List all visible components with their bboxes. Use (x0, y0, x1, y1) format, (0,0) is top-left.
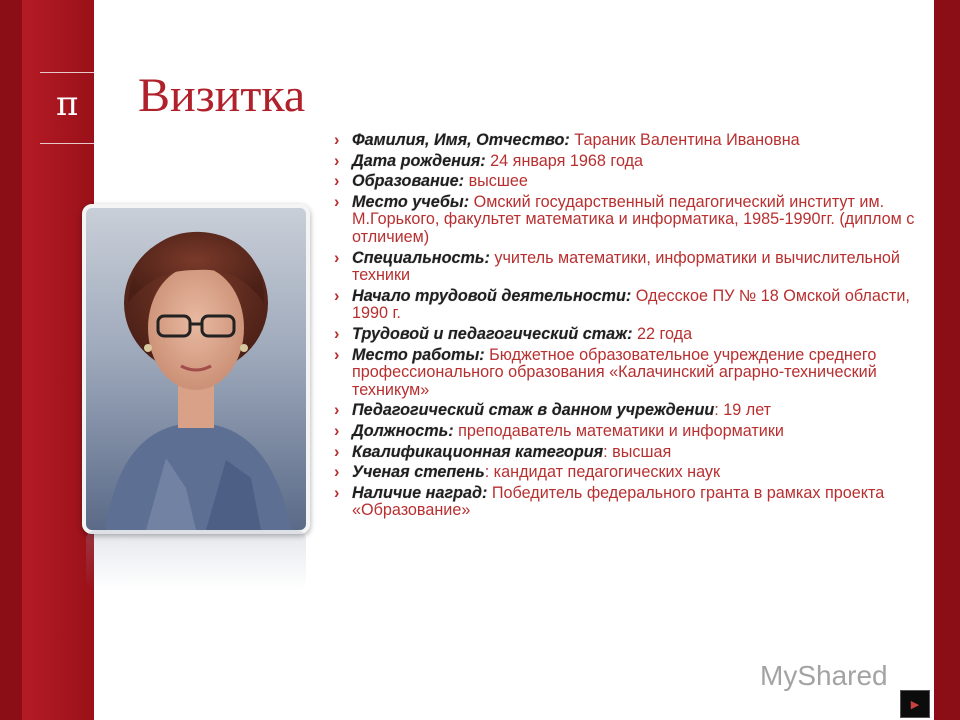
item-label: Место учебы: (352, 192, 470, 211)
item-value: высшее (464, 172, 528, 191)
chevron-right-icon: › (334, 483, 340, 502)
left-dark-bar (0, 0, 22, 720)
item-label: Образование: (352, 172, 465, 191)
item-label: Ученая степень (352, 463, 485, 482)
chevron-right-icon: › (334, 192, 340, 211)
list-item (328, 250, 928, 285)
chevron-right-icon: › (334, 151, 340, 170)
right-dark-bar (934, 0, 960, 720)
list-item (328, 194, 928, 247)
item-value: : кандидат педагогических наук (484, 463, 721, 482)
list-item (328, 444, 928, 462)
chevron-right-icon: › (334, 421, 340, 440)
chevron-right-icon: › (334, 324, 340, 343)
list-item (328, 347, 928, 400)
next-slide-button[interactable] (900, 690, 930, 718)
watermark-logo: MyShared (760, 660, 888, 691)
chevron-right-icon: › (334, 442, 340, 461)
chevron-right-icon: › (334, 401, 340, 420)
page-title: Визитка (138, 69, 306, 122)
item-value: преподаватель математики и информатики (453, 421, 784, 440)
item-value: Бюджетное образовательное учреждение среднего профессионального образования «Калачинский аграрно-технический техникум» (352, 345, 877, 399)
item-value: Омский государственный педагогический институт им. М.Горького, факультет математика и информатика, 1985-1990гг. (диплом с отличием) (352, 192, 915, 246)
item-label: Дата рождения: (352, 151, 486, 170)
pi-icon: π (56, 84, 79, 124)
item-value: Тараник Валентина Ивановна (569, 131, 800, 149)
photo-reflection (86, 530, 306, 590)
item-label: Трудовой и педагогический стаж: (352, 324, 633, 343)
item-label: Специальность: (352, 248, 490, 267)
item-value: Победитель федерального гранта в рамках проекта «Образование» (352, 483, 885, 520)
list-item (328, 423, 928, 441)
list-item (328, 485, 928, 520)
item-label: Должность: (352, 421, 454, 440)
list-item (328, 173, 928, 191)
chevron-right-icon: › (334, 463, 340, 482)
item-label: Наличие наград: (352, 483, 488, 502)
item-label: Начало трудовой деятельности: (352, 286, 632, 305)
item-label: Педагогический стаж в данном учреждении (352, 401, 715, 420)
bio-list (328, 132, 928, 523)
chevron-right-icon: › (334, 345, 340, 364)
item-value: учитель математики, информатики и вычислительной техники (352, 248, 900, 285)
item-label: Фамилия, Имя, Отчество: (352, 131, 570, 149)
list-item (328, 402, 928, 420)
item-value: 24 января 1968 года (485, 151, 644, 170)
list-item (328, 288, 928, 323)
item-label: Место работы: (352, 345, 485, 364)
portrait-illustration (86, 208, 306, 530)
item-value: : высшая (603, 442, 672, 461)
item-value: : 19 лет (714, 401, 772, 420)
item-label: Квалификационная категория (352, 442, 604, 461)
item-value: Одесское ПУ № 18 Омской области, 1990 г. (352, 286, 910, 323)
chevron-right-icon: › (334, 172, 340, 191)
portrait-photo (82, 204, 310, 534)
item-value: 22 года (632, 324, 693, 343)
list-item (328, 132, 928, 150)
chevron-right-icon: › (334, 286, 340, 305)
play-icon: ▶ (910, 697, 920, 711)
chevron-right-icon: › (334, 248, 340, 267)
chevron-right-icon: › (334, 131, 340, 149)
list-item (328, 153, 928, 171)
list-item (328, 326, 928, 344)
list-item (328, 464, 928, 482)
